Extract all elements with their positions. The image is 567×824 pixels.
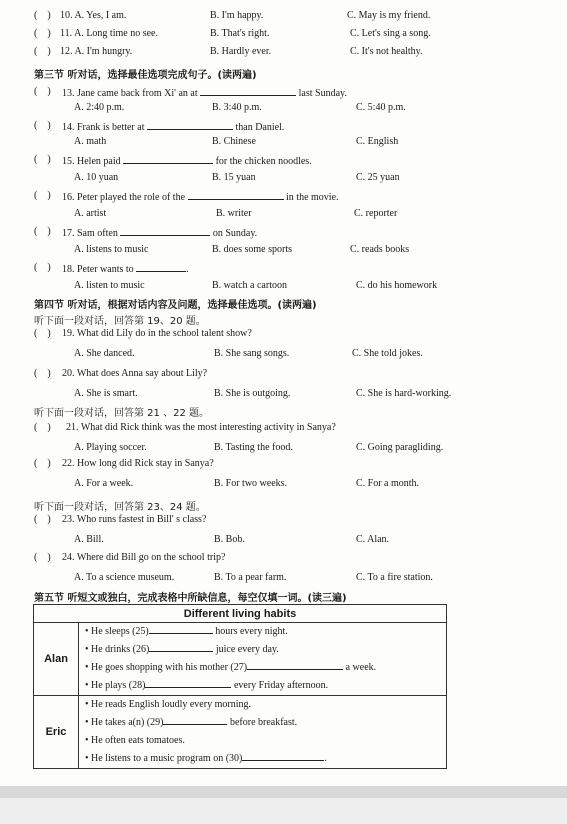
option-a: A. To a science museum. <box>74 572 175 583</box>
option-b: B. 15 yuan <box>212 172 256 183</box>
option-a: 10. A. Yes, I am. <box>60 10 127 21</box>
question-stem: 16. Peter played the role of the in the movie. <box>62 192 339 203</box>
option-b: B. That's right. <box>210 28 270 39</box>
option-a: 11. A. Long time no see. <box>60 28 158 39</box>
answer-blank[interactable] <box>147 120 233 130</box>
table-cell: • He reads English loudly every morning. <box>79 696 447 715</box>
option-b: B. She is outgoing. <box>214 388 291 399</box>
option-c: C. For a month. <box>356 478 420 489</box>
table-row <box>34 659 447 677</box>
option-b: B. For two weeks. <box>214 478 288 489</box>
option-b: B. Hardly ever. <box>210 46 272 57</box>
option-b: B. Tasting the food. <box>214 442 293 453</box>
answer-paren[interactable]: ( ) <box>34 514 51 525</box>
table-cell: • He goes shopping with his mother (27) a week. <box>79 659 447 677</box>
option-a: A. For a week. <box>74 478 134 489</box>
answer-paren[interactable]: ( ) <box>34 226 51 237</box>
table-cell: • He takes a(n) (29) before breakfast. <box>79 714 447 732</box>
option-b: B. does some sports <box>212 244 292 255</box>
answer-paren[interactable]: ( ) <box>34 552 51 563</box>
answer-paren[interactable]: ( ) <box>34 328 51 339</box>
option-c: C. It's not healthy. <box>350 46 423 57</box>
question-stem: 20. What does Anna say about Lily? <box>62 368 208 379</box>
option-a: 12. A. I'm hungry. <box>60 46 133 57</box>
table-row <box>34 714 447 732</box>
option-a: A. math <box>74 136 107 147</box>
option-a: A. artist <box>74 208 107 219</box>
table-title: Different living habits <box>34 605 447 623</box>
habits-table <box>33 604 447 769</box>
group-intro: 听下面一段对话，回答第 19、20 题。 <box>34 316 206 327</box>
option-b: B. writer <box>216 208 252 219</box>
option-c: C. To a fire station. <box>356 572 433 583</box>
group-intro: 听下面一段对话，回答第 21 、22 题。 <box>34 408 209 419</box>
question-stem: 13. Jane came back from Xi' an at last Sunday. <box>62 88 347 99</box>
option-c: C. Let's sing a song. <box>350 28 431 39</box>
option-c: C. 25 yuan <box>356 172 400 183</box>
option-c: C. She told jokes. <box>352 348 423 359</box>
option-c: C. Going paragliding. <box>356 442 444 453</box>
table-row <box>34 750 447 769</box>
option-c: C. May is my friend. <box>347 10 431 21</box>
question-stem: 15. Helen paid for the chicken noodles. <box>62 156 312 167</box>
option-b: B. I'm happy. <box>210 10 264 21</box>
answer-paren[interactable]: ( ) <box>34 154 51 165</box>
option-a: A. Bill. <box>74 534 104 545</box>
section-4-heading: 第四节 听对话，根据对话内容及问题，选择最佳选项。(读两遍) <box>34 300 317 311</box>
option-b: B. 3:40 p.m. <box>212 102 262 113</box>
person-name-alan: Alan <box>34 623 79 696</box>
table-cell: • He listens to a music program on (30) . <box>79 750 447 769</box>
option-c: C. Alan. <box>356 534 390 545</box>
option-c: C. reporter <box>354 208 398 219</box>
option-a: A. Playing soccer. <box>74 442 147 453</box>
table-row <box>34 677 447 696</box>
option-a: A. She danced. <box>74 348 135 359</box>
option-b: B. Bob. <box>214 534 245 545</box>
answer-blank[interactable] <box>120 226 210 236</box>
table-row <box>34 696 447 715</box>
answer-paren[interactable]: ( ) <box>34 46 51 57</box>
answer-paren[interactable]: ( ) <box>34 28 51 39</box>
answer-paren[interactable]: ( ) <box>34 190 51 201</box>
table-row <box>34 641 447 659</box>
option-c: C. do his homework <box>356 280 438 291</box>
table-cell: • He sleeps (25) hours every night. <box>79 623 447 642</box>
answer-blank[interactable] <box>136 262 186 272</box>
option-a: A. listens to music <box>74 244 149 255</box>
question-stem: 24. Where did Bill go on the school trip? <box>62 552 226 563</box>
option-b: B. She sang songs. <box>214 348 290 359</box>
scan-edge-strip <box>0 798 567 824</box>
answer-paren[interactable]: ( ) <box>34 120 51 131</box>
answer-blank[interactable] <box>149 642 213 652</box>
answer-blank[interactable] <box>149 624 213 634</box>
option-a: A. She is smart. <box>74 388 138 399</box>
answer-blank[interactable] <box>188 190 284 200</box>
option-a: A. 10 yuan <box>74 172 119 183</box>
section-3-heading: 第三节 听对话，选择最佳选项完成句子。(读两遍) <box>34 70 257 81</box>
answer-paren[interactable]: ( ) <box>34 458 51 469</box>
answer-blank[interactable] <box>242 751 324 761</box>
group-intro: 听下面一段对话，回答第 23、24 题。 <box>34 502 206 513</box>
question-stem: 22. How long did Rick stay in Sanya? <box>62 458 214 469</box>
answer-paren[interactable]: ( ) <box>34 10 51 21</box>
option-b: B. watch a cartoon <box>212 280 287 291</box>
answer-paren[interactable]: ( ) <box>34 262 51 273</box>
option-b: B. Chinese <box>212 136 256 147</box>
option-b: B. To a pear farm. <box>214 572 287 583</box>
question-stem: 23. Who runs fastest in Bill' s class? <box>62 514 207 525</box>
table-cell: • He plays (28) every Friday afternoon. <box>79 677 447 696</box>
answer-paren[interactable]: ( ) <box>34 422 51 433</box>
question-stem: 18. Peter wants to . <box>62 264 189 275</box>
option-a: A. 2:40 p.m. <box>74 102 125 113</box>
scan-edge-band <box>0 786 567 798</box>
option-c: C. She is hard-working. <box>356 388 452 399</box>
option-c: C. 5:40 p.m. <box>356 102 406 113</box>
table-cell: • He drinks (26) juice every day. <box>79 641 447 659</box>
answer-blank[interactable] <box>145 678 231 688</box>
answer-blank[interactable] <box>247 660 343 670</box>
table-row <box>34 623 447 642</box>
question-stem: 21. What did Rick think was the most interesting activity in Sanya? <box>66 422 336 433</box>
answer-paren[interactable]: ( ) <box>34 86 51 97</box>
answer-blank[interactable] <box>200 86 296 96</box>
question-stem: 14. Frank is better at than Daniel. <box>62 122 285 133</box>
question-stem: 19. What did Lily do in the school talent show? <box>62 328 252 339</box>
option-c: C. reads books <box>350 244 410 255</box>
option-c: C. English <box>356 136 399 147</box>
section-5-heading: 第五节 听短文或独白，完成表格中所缺信息，每空仅填一词。(读三遍) <box>34 593 347 604</box>
answer-blank[interactable] <box>123 154 213 164</box>
answer-paren[interactable]: ( ) <box>34 368 51 379</box>
question-stem: 17. Sam often on Sunday. <box>62 228 258 239</box>
option-a: A. listen to music <box>74 280 145 291</box>
table-cell: • He often eats tomatoes. <box>79 732 447 750</box>
answer-blank[interactable] <box>163 715 227 725</box>
person-name-eric: Eric <box>34 696 79 769</box>
table-row <box>34 732 447 750</box>
